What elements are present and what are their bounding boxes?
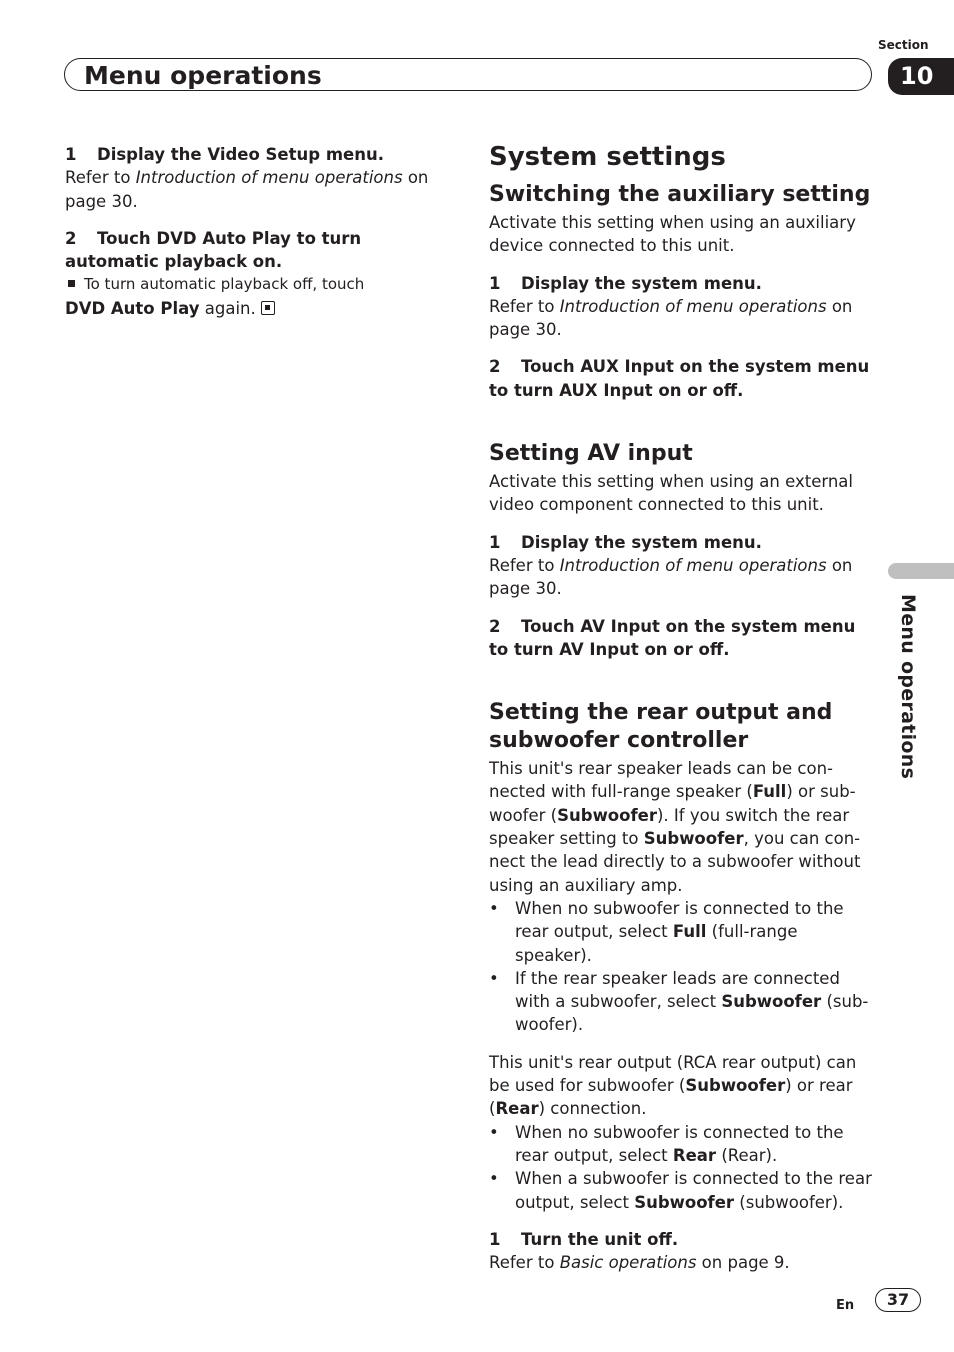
text-run: This unit's rear speaker leads can be con-nected with full-range speaker ( xyxy=(489,759,833,802)
step-number: 2 xyxy=(489,616,501,636)
ref-suffix: on page 30. xyxy=(489,296,853,340)
rear-output-heading: Setting the rear output and subwoofer controller xyxy=(489,700,833,754)
left-column xyxy=(65,143,455,320)
page-number: 37 xyxy=(875,1288,921,1312)
side-tab-marker xyxy=(888,563,954,579)
side-tab-label: Menu operations xyxy=(897,594,919,780)
aux-step-1 xyxy=(489,272,875,295)
bullet-dot-icon: • xyxy=(489,1169,499,1189)
ref-suffix: on page 9. xyxy=(696,1253,790,1273)
step-number: 2 xyxy=(65,228,77,248)
end-of-section-icon xyxy=(261,301,275,315)
av-step-1 xyxy=(489,531,875,554)
ref-suffix: on page 30. xyxy=(489,555,853,599)
av-reference xyxy=(489,554,875,601)
bold-term: Subwoofer xyxy=(643,829,744,849)
ref-prefix: Refer to xyxy=(489,1253,560,1273)
ref-prefix: Refer to xyxy=(65,168,136,188)
text-run: (Rear). xyxy=(716,1145,778,1165)
ref-prefix: Refer to xyxy=(489,296,560,316)
ref-title: Introduction of menu operations xyxy=(135,168,403,188)
ref-prefix: Refer to xyxy=(489,555,560,575)
bold-term: Full xyxy=(672,922,707,942)
av-step-2 xyxy=(489,615,875,662)
bold-term: Rear xyxy=(672,1145,717,1165)
text-run: ) or rear ( xyxy=(489,1076,853,1119)
bold-term: Subwoofer xyxy=(721,992,822,1012)
rear-bullets-1 xyxy=(489,897,875,1037)
bullet-dot-icon: • xyxy=(489,968,499,988)
ref-title: Introduction of menu operations xyxy=(559,555,827,575)
rear-reference xyxy=(489,1251,875,1274)
bold-term: Subwoofer xyxy=(557,805,657,825)
text-run: ). If you switch the rear speaker setting to xyxy=(489,805,850,849)
text-run: ) connection. xyxy=(538,1099,647,1119)
bold-term: Subwoofer xyxy=(634,1192,735,1212)
step-number: 1 xyxy=(489,273,501,293)
bold-term: Full xyxy=(752,782,787,802)
aux-step-2 xyxy=(489,355,875,402)
note-bold-term: DVD Auto Play xyxy=(65,298,200,318)
step-text: Display the system menu. xyxy=(521,273,762,293)
aux-intro: Activate this setting when using an auxiliary device connected to this unit. xyxy=(489,213,856,256)
step-number: 1 xyxy=(489,1229,501,1249)
step-text: Touch AV Input on the system menu to turn AV Input on or off. xyxy=(489,616,856,659)
bold-term: Rear xyxy=(495,1099,539,1119)
list-item xyxy=(489,967,875,1037)
left-step-2 xyxy=(65,227,455,274)
list-item xyxy=(489,897,875,967)
step-number: 1 xyxy=(489,532,501,552)
text-run: (subwoofer). xyxy=(734,1192,844,1212)
rear-bullets-2 xyxy=(489,1121,875,1214)
text-run: , you can con-nect the lead directly to a subwoofer without using an auxiliary amp. xyxy=(489,829,861,895)
page-title: Menu operations xyxy=(84,61,322,90)
text-run: (full-range speaker). xyxy=(515,922,798,965)
text-run: This unit's rear output (RCA rear output) can be used for subwoofer ( xyxy=(489,1052,857,1096)
rear-paragraph-1 xyxy=(489,757,875,897)
aux-reference xyxy=(489,295,875,342)
step-text: Touch AUX Input on the system menu to turn AUX Input on or off. xyxy=(489,357,870,400)
note-suffix: again. xyxy=(199,298,256,318)
ref-suffix: on page 30. xyxy=(65,168,429,211)
left-step-1-reference xyxy=(65,166,455,213)
language-label: En xyxy=(836,1298,855,1313)
note-text: To turn automatic playback off, touch xyxy=(84,275,365,294)
bold-term: Subwoofer xyxy=(685,1076,786,1096)
rear-step-1 xyxy=(489,1228,875,1251)
bullet-dot-icon: • xyxy=(489,898,499,918)
step-text: Display the Video Setup menu. xyxy=(97,145,384,164)
av-intro: Activate this setting when using an external video component connected to this unit. xyxy=(489,472,853,515)
list-item xyxy=(489,1121,875,1168)
right-column xyxy=(489,140,875,1274)
text-run: ) or sub-woofer ( xyxy=(489,782,856,825)
aux-heading: Switching the auxiliary setting xyxy=(489,182,871,207)
ref-title: Basic operations xyxy=(559,1253,697,1273)
note-continuation xyxy=(65,297,455,320)
step-text: Display the system menu. xyxy=(521,532,762,552)
text-run: (sub-woofer). xyxy=(515,992,869,1035)
left-step-1 xyxy=(65,143,455,166)
step-number: 2 xyxy=(489,357,501,377)
ref-title: Introduction of menu operations xyxy=(559,296,827,316)
text-run: When a subwoofer is connected to the rear output, select xyxy=(515,1169,872,1212)
av-heading: Setting AV input xyxy=(489,441,693,467)
text-run: When no subwoofer is connected to the rear output, select xyxy=(515,1122,844,1165)
section-number-badge: 10 xyxy=(888,58,954,95)
bullet-dot-icon: • xyxy=(489,1122,499,1142)
step-text: Turn the unit off. xyxy=(521,1229,679,1249)
step-number: 1 xyxy=(65,145,77,164)
text-run: When no subwoofer is connected to the rear output, select xyxy=(515,898,844,942)
section-label: Section xyxy=(878,38,929,52)
list-item xyxy=(489,1167,875,1214)
system-settings-heading: System settings xyxy=(489,142,726,172)
text-run: If the rear speaker leads are connected with a subwoofer, select xyxy=(515,968,840,1012)
rear-paragraph-2 xyxy=(489,1051,875,1121)
note-square-icon xyxy=(68,280,75,287)
step-text: Touch DVD Auto Play to turn automatic playback on. xyxy=(65,228,362,272)
note-line xyxy=(65,273,455,296)
